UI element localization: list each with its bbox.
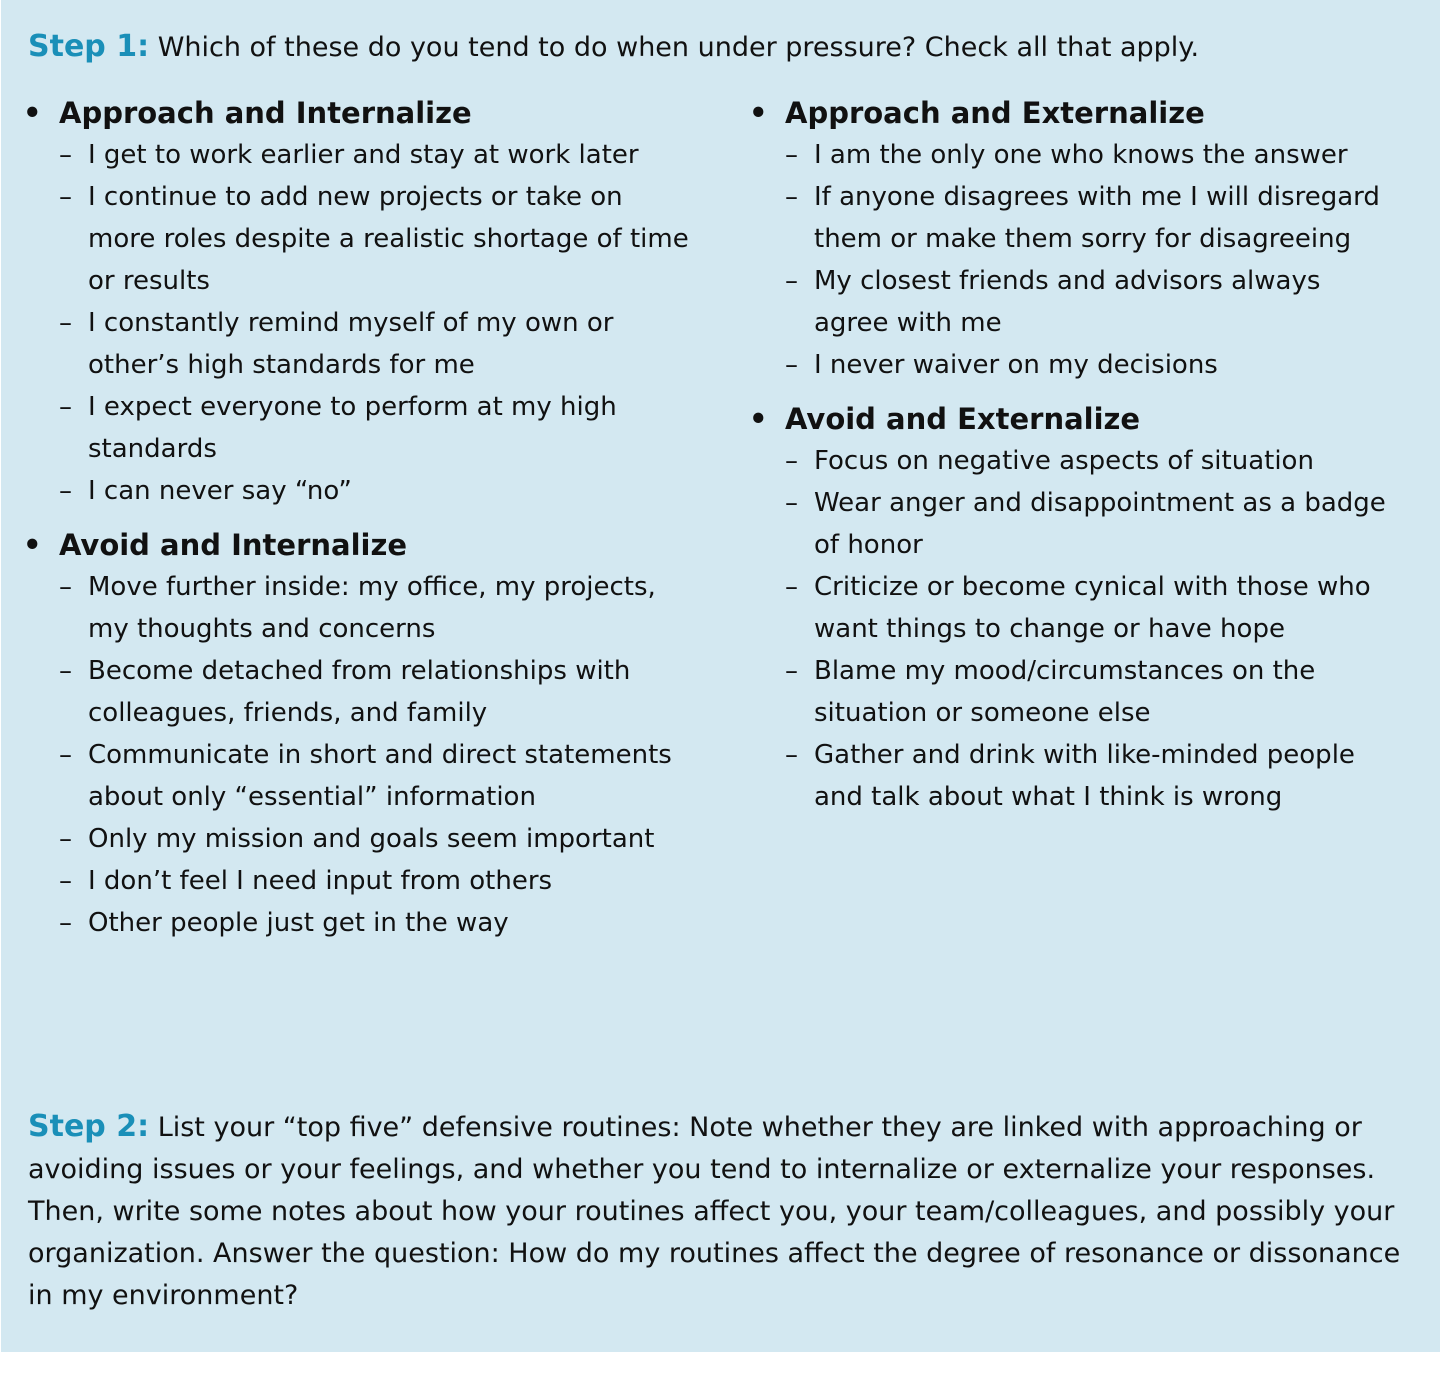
list-item: – Gather and drink with like-minded people and talk about what I think is wrong (785, 734, 1399, 818)
section (749, 92, 1399, 386)
list-item: – Criticize or become cynical with those who want things to change or have hope (785, 566, 1399, 650)
step-2-label: Step 2: (28, 1109, 150, 1144)
list-item: – I am the only one who knows the answer (785, 134, 1399, 176)
list-item: – I constantly remind myself of my own or other’s high standards for me (59, 302, 693, 386)
step-2 (28, 1106, 1408, 1317)
list-item: – Move further inside: my office, my projects, my thoughts and concerns (59, 566, 693, 650)
list-item: – Focus on negative aspects of situation (785, 440, 1399, 482)
item-list (23, 134, 693, 512)
section-heading: • Approach and Internalize (23, 92, 693, 134)
item-list (749, 440, 1399, 818)
section-heading: • Approach and Externalize (749, 92, 1399, 134)
step-1 (28, 26, 1418, 69)
step-1-text: Which of these do you tend to do when under pressure? Check all that apply. (157, 32, 1200, 63)
section-heading: • Avoid and Internalize (23, 524, 693, 566)
list-item: – I don’t feel I need input from others (59, 860, 693, 902)
section-heading: • Avoid and Externalize (749, 398, 1399, 440)
left-column (23, 92, 693, 956)
list-item: – Become detached from relationships with colleagues, friends, and family (59, 650, 693, 734)
list-item: – If anyone disagrees with me I will disregard them or make them sorry for disagreeing (785, 176, 1399, 260)
list-item: – I continue to add new projects or take on more roles despite a realistic shortage of time or results (59, 176, 693, 302)
list-item: – Blame my mood/circumstances on the situation or someone else (785, 650, 1399, 734)
step-1-label: Step 1: (28, 29, 150, 64)
list-item: – I get to work earlier and stay at work later (59, 134, 693, 176)
right-column (749, 92, 1399, 830)
step-2-text: List your “top five” defensive routines: Note whether they are linked with approaching or avoiding issues or your feelings, and whether you tend to internalize or externalize your responses. Then, write some notes about how your routines affect you, your team/colleagues, and possibly your organization. Answer the question: How do my routines affect the degree of resonance or dissonance in my environment? (28, 1112, 1401, 1311)
exercise-box (1, 0, 1440, 1352)
list-item: – I never waiver on my decisions (785, 344, 1399, 386)
section (749, 398, 1399, 818)
section (23, 92, 693, 512)
list-item: – Only my mission and goals seem important (59, 818, 693, 860)
section (23, 524, 693, 944)
item-list (749, 134, 1399, 386)
item-list (23, 566, 693, 944)
list-item: – Wear anger and disappointment as a badge of honor (785, 482, 1399, 566)
list-item: – Communicate in short and direct statements about only “essential” information (59, 734, 693, 818)
list-item: – Other people just get in the way (59, 902, 693, 944)
list-item: – My closest friends and advisors always agree with me (785, 260, 1399, 344)
list-item: – I can never say “no” (59, 470, 693, 512)
list-item: – I expect everyone to perform at my high standards (59, 386, 693, 470)
